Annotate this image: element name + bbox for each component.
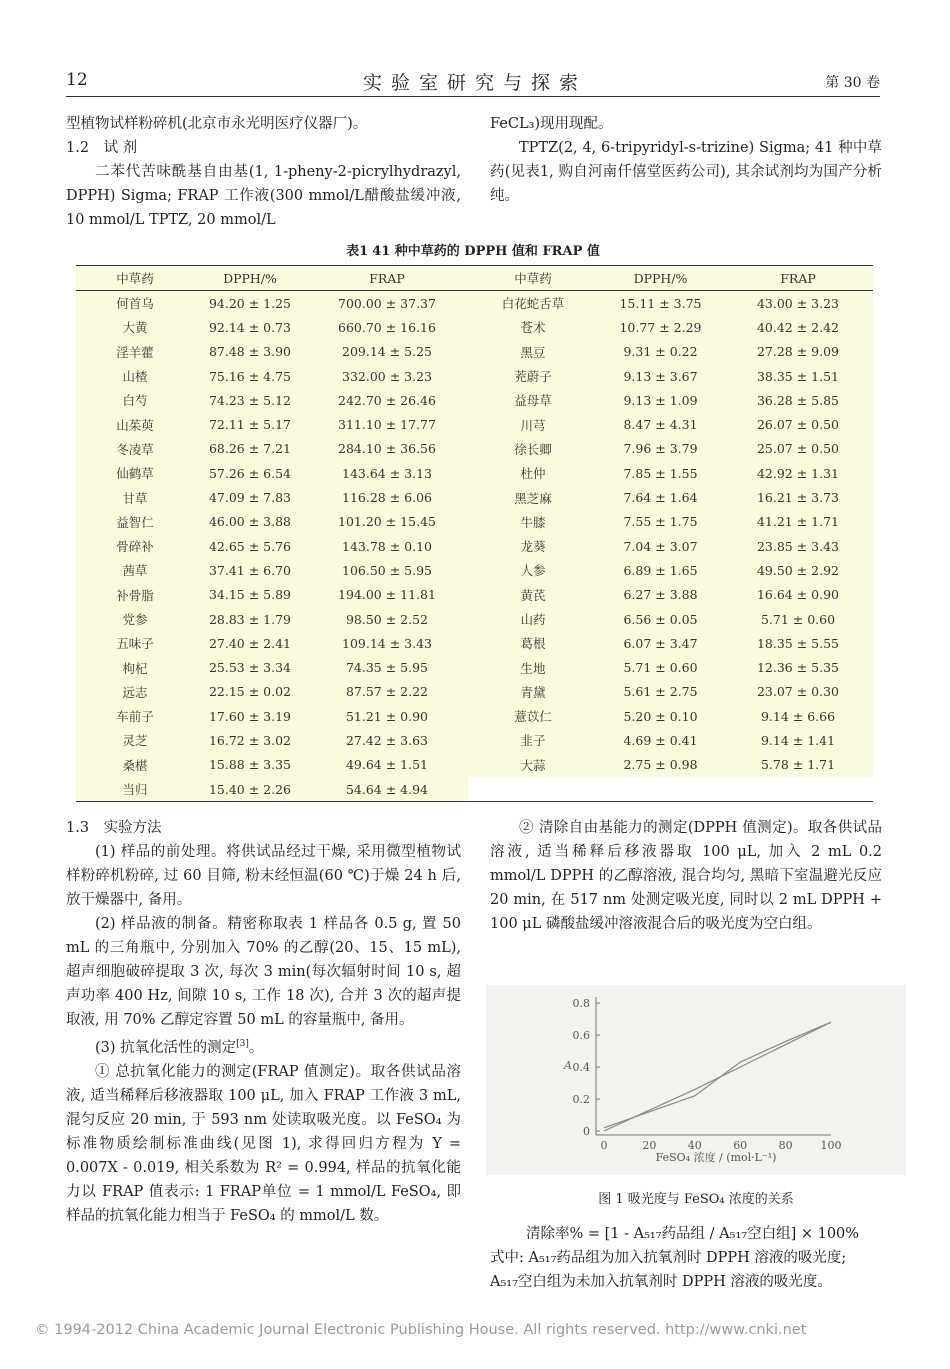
table-cell: 46.00 ± 3.88 bbox=[208, 514, 292, 530]
table-cell: 青黛 bbox=[520, 684, 546, 700]
table-cell: 7.55 ± 1.75 bbox=[623, 514, 698, 530]
col-header: FRAP bbox=[306, 266, 468, 291]
table-cell: 47.09 ± 7.83 bbox=[208, 490, 292, 506]
table-cell: 5.61 ± 2.75 bbox=[623, 684, 698, 700]
header-rule bbox=[66, 96, 880, 97]
table-row bbox=[76, 291, 873, 316]
table-cell: 23.85 ± 3.43 bbox=[756, 538, 840, 554]
y-tick-label: 0 bbox=[583, 1125, 590, 1138]
table-cell: 葛根 bbox=[520, 636, 546, 652]
table-cell: 22.15 ± 0.02 bbox=[208, 684, 292, 700]
y-tick-label: 0.2 bbox=[572, 1093, 590, 1106]
table-cell: 益母草 bbox=[514, 393, 552, 409]
table-cell bbox=[598, 777, 723, 802]
table-cell: 党参 bbox=[122, 612, 148, 627]
table-cell: 27.40 ± 2.41 bbox=[208, 635, 292, 651]
table-row bbox=[76, 631, 873, 655]
table-cell: 5.78 ± 1.71 bbox=[760, 757, 836, 773]
table-cell: 甘草 bbox=[122, 490, 148, 506]
table-cell: 白花蛇舌草 bbox=[501, 296, 565, 312]
right-column-bottom bbox=[490, 816, 882, 936]
table-cell: 27.42 ± 3.63 bbox=[345, 732, 429, 748]
table-cell: 山楂 bbox=[122, 369, 148, 385]
table-row bbox=[76, 388, 873, 412]
table-cell: 109.14 ± 3.43 bbox=[342, 635, 432, 651]
table-cell: 6.27 ± 3.88 bbox=[623, 587, 698, 603]
table-cell: 白芍 bbox=[122, 393, 148, 409]
table-cell: 淫羊藿 bbox=[116, 344, 154, 360]
table-cell: 4.69 ± 0.41 bbox=[623, 732, 698, 748]
formula-block bbox=[490, 1222, 882, 1294]
table-cell: 7.64 ± 1.64 bbox=[623, 490, 698, 506]
table-cell: 韭子 bbox=[520, 733, 546, 749]
table-cell: 28.83 ± 1.79 bbox=[208, 611, 292, 627]
figure-caption: 图 1 吸光度与 FeSO₄ 浓度的关系 bbox=[598, 1192, 794, 1207]
table-cell: 332.00 ± 3.23 bbox=[342, 368, 432, 384]
table-cell: 25.07 ± 0.50 bbox=[756, 441, 840, 457]
table-cell: 57.26 ± 6.54 bbox=[208, 465, 292, 481]
table-cell: 9.31 ± 0.22 bbox=[623, 344, 698, 360]
pretreatment-paragraph: (1) 样品的前处理。将供试品经过干燥, 采用微型植物试样粉碎机粉碎, 过 60 目筛, 粉末经恒温(60 ℃)于燥 24 h 后, 放干燥器中, 备用。 bbox=[66, 844, 461, 908]
page-number: 12 bbox=[66, 70, 88, 90]
table-cell: 74.35 ± 5.95 bbox=[345, 660, 429, 676]
table-cell: 23.07 ± 0.30 bbox=[756, 684, 840, 700]
col-header: 中草药 bbox=[468, 266, 598, 291]
table-cell: 51.21 ± 0.90 bbox=[345, 708, 429, 724]
table-cell: 7.85 ± 1.55 bbox=[623, 465, 698, 481]
table-cell: 10.77 ± 2.29 bbox=[619, 319, 702, 335]
table-cell: 牛膝 bbox=[520, 514, 546, 530]
volume-label: 第 30 卷 bbox=[825, 75, 880, 91]
table-cell: 何首乌 bbox=[116, 296, 154, 312]
table-cell: 川芎 bbox=[520, 417, 546, 433]
table-cell: 大蒜 bbox=[520, 757, 546, 773]
table-cell: 37.41 ± 6.70 bbox=[208, 562, 292, 578]
x-tick-label: 60 bbox=[733, 1139, 748, 1152]
table-cell: 9.14 ± 1.41 bbox=[760, 732, 836, 748]
table-cell: 徐长卿 bbox=[514, 441, 552, 457]
table-cell: 当归 bbox=[76, 777, 194, 802]
table-header-row bbox=[76, 266, 873, 291]
table-cell: 143.78 ± 0.10 bbox=[342, 538, 432, 554]
table-cell: 山茱萸 bbox=[116, 417, 154, 433]
table-cell: 36.28 ± 5.85 bbox=[756, 392, 840, 408]
table-row bbox=[76, 728, 873, 752]
y-tick-label: 0.6 bbox=[572, 1029, 590, 1042]
table-cell: 94.20 ± 1.25 bbox=[208, 295, 292, 311]
sample-prep-paragraph: (2) 样品液的制备。精密称取表 1 样品各 0.5 g, 置 50 mL 的三角瓶中, 分别加入 70% 的乙醇(20、15、15 mL), 超声细胞破碎提取 3 次, 每次 3 min(每次辐射时间 10 s, 超声功率 400 Hz, 间隙 10 s, 工作 18 次), 合并 3 次的超声提取液, 用 70% 乙醇定容置 50 mL 的容量瓶中, 备用。 bbox=[66, 916, 461, 1028]
table-cell: 101.20 ± 15.45 bbox=[338, 514, 436, 530]
x-tick-label: 20 bbox=[642, 1139, 657, 1152]
table-cell: 黑芝麻 bbox=[514, 490, 552, 506]
table-cell: 116.28 ± 6.06 bbox=[342, 490, 432, 506]
table-cell: 72.11 ± 5.17 bbox=[208, 417, 292, 433]
table-cell: 700.00 ± 37.37 bbox=[338, 295, 436, 311]
table-row bbox=[76, 412, 873, 436]
col-header: 中草药 bbox=[76, 266, 194, 291]
table-cell: 15.40 ± 2.26 bbox=[194, 777, 306, 802]
antioxidant-heading: (3) 抗氧化活性的测定[3]。 bbox=[95, 1039, 264, 1056]
table-row bbox=[76, 558, 873, 582]
table-cell: 43.00 ± 3.23 bbox=[756, 295, 840, 311]
table-cell: 34.15 ± 5.89 bbox=[208, 587, 292, 603]
copyright-footer: © 1994-2012 China Academic Journal Electronic Publishing House. All rights reserved. http://www.cnki.net bbox=[35, 1322, 807, 1338]
table-cell: 87.57 ± 2.22 bbox=[345, 684, 429, 700]
table-cell: 5.71 ± 0.60 bbox=[623, 660, 698, 676]
table-cell: 生地 bbox=[520, 660, 546, 676]
table-cell: 18.35 ± 5.55 bbox=[756, 635, 840, 651]
table-cell: 42.92 ± 1.31 bbox=[756, 465, 840, 481]
table-cell: 87.48 ± 3.90 bbox=[208, 344, 292, 360]
table-cell: 16.72 ± 3.02 bbox=[208, 732, 292, 748]
table-cell: 5.71 ± 0.60 bbox=[760, 611, 836, 627]
table-cell: 98.50 ± 2.52 bbox=[345, 611, 429, 627]
table-cell: 仙鹤草 bbox=[116, 466, 154, 482]
table-cell: 242.70 ± 26.46 bbox=[338, 392, 436, 408]
table-row bbox=[76, 364, 873, 388]
table-cell: 黄芪 bbox=[520, 587, 546, 603]
frap-paragraph: ① 总抗氧化能力的测定(FRAP 值测定)。取各供试品溶液, 适当稀释后移液器取 100 μL, 加入 FRAP 工作液 3 mL, 混匀反应 20 min, 于 593 nm 处读取吸光度。以 FeSO₄ 为标准物质绘制标准曲线(见图 1), 求得回归方程为 Y = 0.007X - 0.019, 相关系数为 R² = 0.994, 样品的抗氧化能力以 FRAP 值表示: 1 FRAP单位 = 1 mmol/L FeSO₄, 即样品的抗氧化能力相当于 FeSO₄ 的 mmol/L 数。 bbox=[66, 1063, 461, 1224]
table-cell: 山药 bbox=[520, 612, 546, 627]
table-cell: 15.11 ± 3.75 bbox=[619, 295, 702, 311]
table-cell: 苍术 bbox=[520, 320, 546, 336]
table-cell: 黑豆 bbox=[520, 344, 546, 360]
left-column-bottom bbox=[66, 816, 461, 1228]
table-cell: 五味子 bbox=[116, 636, 154, 652]
scavenging-formula: 清除率% = [1 - A₅₁₇药品组 / A₅₁₇空白组] × 100% bbox=[526, 1226, 860, 1242]
table-cell: 7.96 ± 3.79 bbox=[623, 441, 698, 457]
table-cell: 75.16 ± 4.75 bbox=[208, 368, 292, 384]
table-cell: 38.35 ± 1.51 bbox=[756, 368, 840, 384]
table-cell: 6.07 ± 3.47 bbox=[623, 635, 698, 651]
table-cell: 209.14 ± 5.25 bbox=[342, 344, 432, 360]
x-tick-label: 0 bbox=[600, 1139, 608, 1152]
table-cell: 27.28 ± 9.09 bbox=[756, 344, 840, 360]
table-cell: 106.50 ± 5.95 bbox=[342, 562, 432, 578]
table-cell: 补骨脂 bbox=[116, 587, 154, 603]
table-row bbox=[76, 510, 873, 534]
table-cell: 茜草 bbox=[122, 563, 148, 579]
table-cell: 灵芝 bbox=[122, 733, 148, 749]
dpph-paragraph: ② 清除自由基能力的测定(DPPH 值测定)。取各供试品溶液, 适当稀释后移液器取 100 μL, 加入 2 mL 0.2 mmol/L DPPH 的乙醇溶液, 混合均匀, 黑暗下室温避光反应 20 min, 在 517 nm 处测定吸光度, 同时以 2 mL DPPH + 100 μL 磷酸盐缓冲溶液混合后的吸光度为空白组。 bbox=[490, 820, 882, 932]
table-row bbox=[76, 485, 873, 509]
tptz-paragraph: TPTZ(2, 4, 6-tripyridyl-s-trizine) Sigma; 41 种中草药(见表1, 购自河南仟僖堂医药公司), 其余试剂均为国产分析纯。 bbox=[490, 140, 882, 204]
formula-definition-1: 式中: A₅₁₇药品组为加入抗氧剂时 DPPH 溶液的吸光度; bbox=[490, 1250, 847, 1266]
table-cell: 54.64 ± 4.94 bbox=[306, 777, 468, 802]
y-tick-label: 0.4 bbox=[572, 1061, 590, 1074]
table-row bbox=[76, 607, 873, 631]
continued-line: 型植物试样粉碎机(北京市永光明医疗仪器厂)。 bbox=[66, 116, 368, 132]
table-cell: 杜仲 bbox=[520, 466, 546, 482]
x-tick-label: 40 bbox=[687, 1139, 702, 1152]
table-cell: 大黄 bbox=[122, 320, 148, 336]
col-header: DPPH/% bbox=[598, 266, 723, 291]
table-cell: 284.10 ± 36.56 bbox=[338, 441, 436, 457]
table-row bbox=[76, 340, 873, 364]
table-row bbox=[76, 777, 873, 802]
series-line-2 bbox=[604, 1022, 831, 1131]
table-row bbox=[76, 680, 873, 704]
x-tick-label: 100 bbox=[820, 1139, 842, 1152]
table-cell: 26.07 ± 0.50 bbox=[756, 417, 840, 433]
table-cell bbox=[468, 777, 598, 802]
table-cell: 2.75 ± 0.98 bbox=[623, 757, 698, 773]
table-cell: 9.14 ± 6.66 bbox=[760, 708, 836, 724]
right-column-top bbox=[490, 112, 882, 208]
table-row bbox=[76, 583, 873, 607]
table-cell: 人参 bbox=[520, 563, 546, 579]
table-cell: 桑椹 bbox=[122, 757, 148, 773]
section-heading-1-2: 1.2 试 剂 bbox=[66, 140, 138, 156]
reagents-paragraph: 二苯代苦味酰基自由基(1, 1-pheny-2-picrylhydrazyl, DPPH) Sigma; FRAP 工作液(300 mmol/L醋酸盐缓冲液, 10 mmol/L TPTZ, 20 mmol/L bbox=[66, 164, 461, 228]
table-cell: 49.64 ± 1.51 bbox=[345, 757, 429, 773]
col-header: DPPH/% bbox=[194, 266, 306, 291]
absorbance-chart bbox=[486, 985, 906, 1175]
table-cell: 6.89 ± 1.65 bbox=[623, 562, 698, 578]
formula-definition-2: A₅₁₇空白组为未加入抗氧剂时 DPPH 溶液的吸光度。 bbox=[490, 1274, 832, 1290]
table-cell: 41.21 ± 1.71 bbox=[756, 514, 840, 530]
table-row bbox=[76, 315, 873, 339]
table-row bbox=[76, 655, 873, 679]
series-line-1 bbox=[604, 1022, 831, 1128]
table-cell: 枸杞 bbox=[122, 660, 148, 676]
table-cell: 骨碎补 bbox=[116, 539, 154, 555]
table-cell: 7.04 ± 3.07 bbox=[623, 538, 698, 554]
table-cell: 40.42 ± 2.42 bbox=[756, 319, 840, 335]
table-row bbox=[76, 534, 873, 558]
herb-table bbox=[76, 265, 873, 802]
table-row bbox=[76, 704, 873, 728]
table-cell: 74.23 ± 5.12 bbox=[208, 392, 292, 408]
table-cell: 92.14 ± 0.73 bbox=[208, 319, 292, 335]
table-cell: 17.60 ± 3.19 bbox=[208, 708, 292, 724]
table-cell: 车前子 bbox=[116, 709, 154, 725]
table-cell: 42.65 ± 5.76 bbox=[208, 538, 292, 554]
y-tick-label: 0.8 bbox=[572, 997, 590, 1010]
table-cell: 660.70 ± 16.16 bbox=[338, 319, 436, 335]
table-cell: 远志 bbox=[122, 684, 148, 700]
table-cell: 茺蔚子 bbox=[514, 369, 552, 385]
table-caption: 表1 41 种中草药的 DPPH 值和 FRAP 值 bbox=[346, 244, 600, 259]
table-row bbox=[76, 437, 873, 461]
table-cell: 143.64 ± 3.13 bbox=[342, 465, 432, 481]
x-axis-label: FeSO₄ 浓度 / (mol·L⁻¹) bbox=[655, 1151, 777, 1164]
table-cell: 15.88 ± 3.35 bbox=[208, 757, 292, 773]
left-column-top bbox=[66, 112, 461, 232]
section-heading-1-3: 1.3 实验方法 bbox=[66, 820, 162, 836]
table-cell: 311.10 ± 17.77 bbox=[338, 417, 436, 433]
table-cell: 6.56 ± 0.05 bbox=[623, 611, 698, 627]
continued-line: FeCL₃)现用现配。 bbox=[490, 116, 613, 132]
table-cell: 194.00 ± 11.81 bbox=[338, 587, 436, 603]
table-cell: 冬凌草 bbox=[116, 441, 154, 457]
table-cell: 薏苡仁 bbox=[514, 709, 552, 725]
figure-1 bbox=[486, 985, 906, 1175]
journal-title: 实验室研究与探索 bbox=[362, 72, 587, 94]
table-cell: 25.53 ± 3.34 bbox=[208, 660, 292, 676]
table-row bbox=[76, 753, 873, 777]
table-cell: 龙葵 bbox=[520, 539, 546, 555]
table-row bbox=[76, 461, 873, 485]
table-cell: 68.26 ± 7.21 bbox=[208, 441, 292, 457]
col-header: FRAP bbox=[723, 266, 873, 291]
table-cell: 9.13 ± 1.09 bbox=[623, 392, 698, 408]
table-cell: 49.50 ± 2.92 bbox=[756, 562, 840, 578]
table-cell: 5.20 ± 0.10 bbox=[623, 708, 698, 724]
table-cell: 8.47 ± 4.31 bbox=[623, 417, 698, 433]
table-cell bbox=[723, 777, 873, 802]
table-cell: 9.13 ± 3.67 bbox=[623, 368, 698, 384]
table-cell: 16.64 ± 0.90 bbox=[756, 587, 840, 603]
y-axis-label: A bbox=[564, 1059, 572, 1072]
table-cell: 16.21 ± 3.73 bbox=[756, 490, 840, 506]
x-tick-label: 80 bbox=[778, 1139, 793, 1152]
table-cell: 12.36 ± 5.35 bbox=[756, 660, 840, 676]
table-cell: 益智仁 bbox=[116, 514, 154, 530]
